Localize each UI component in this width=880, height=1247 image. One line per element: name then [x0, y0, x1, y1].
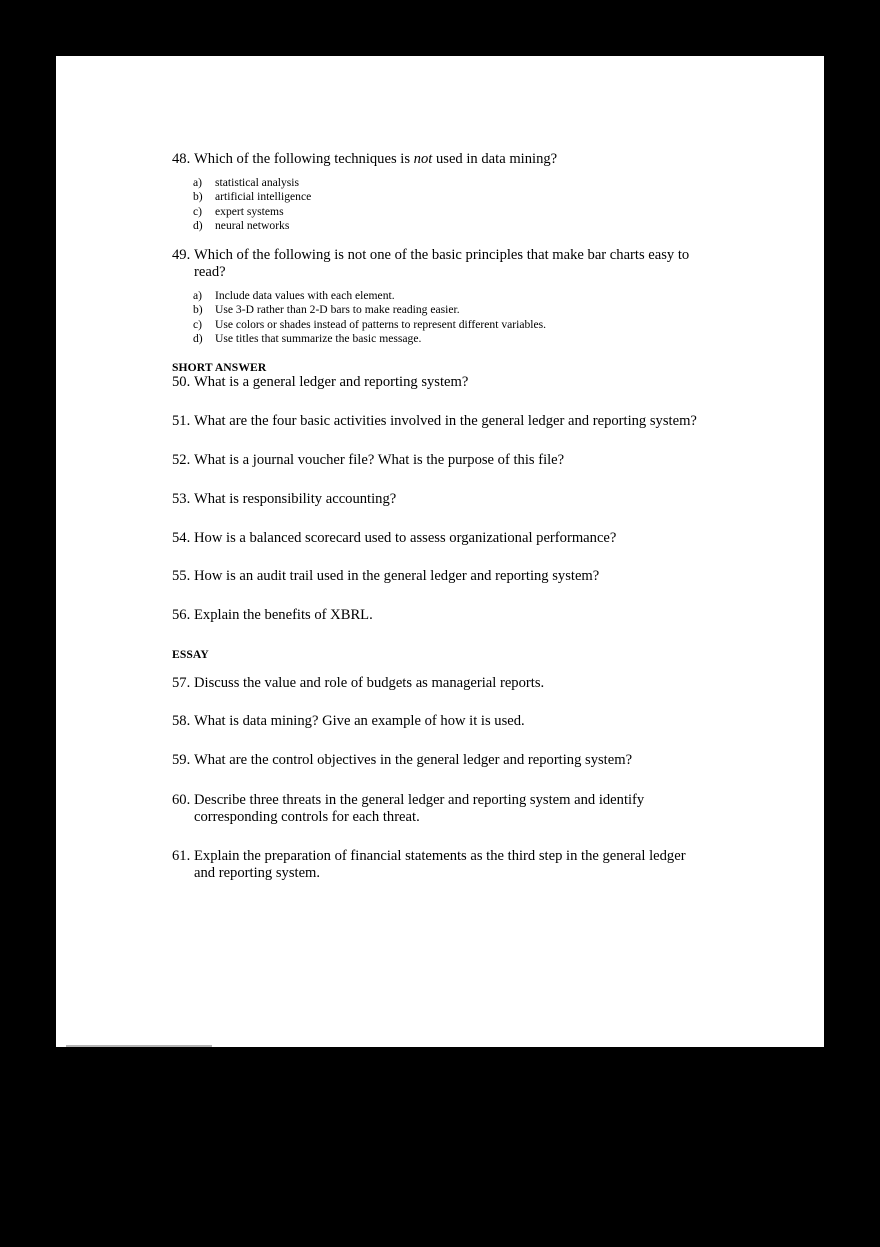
- section-heading-essay: ESSAY: [172, 648, 209, 661]
- question-emphasis: not: [413, 151, 433, 167]
- document-page: [56, 56, 824, 1047]
- option-48c: c) expert systems: [193, 205, 284, 218]
- question-49: [172, 247, 689, 281]
- option-48b: b) artificial intelligence: [193, 190, 312, 203]
- question-59: 59. What are the control objectives in the general ledger and reporting system?: [172, 752, 633, 768]
- question-text-continued: read?: [194, 264, 226, 280]
- question-text: Which of the following is not one of the basic principles that make bar charts easy to: [194, 247, 690, 263]
- question-54: 54. How is a balanced scorecard used to assess organizational performance?: [172, 530, 617, 546]
- question-57: 57. Discuss the value and role of budgets as managerial reports.: [172, 675, 545, 691]
- question-50: 50. What is a general ledger and reporting system?: [172, 374, 469, 390]
- question-53: 53. What is responsibility accounting?: [172, 491, 397, 507]
- footnote-divider: [66, 1045, 212, 1047]
- question-48: [172, 151, 557, 168]
- question-58: 58. What is data mining? Give an example of how it is used.: [172, 713, 525, 729]
- question-text-part: used in data mining?: [432, 151, 558, 167]
- question-text-part: Which of the following techniques is: [194, 151, 414, 167]
- question-60: 60. Describe three threats in the general ledger and reporting system and identify corresponding controls for each threat.: [172, 792, 645, 825]
- question-56: 56. Explain the benefits of XBRL.: [172, 607, 373, 623]
- question-number: 48.: [172, 151, 191, 167]
- question-number: 49.: [172, 247, 191, 263]
- option-49d: d) Use titles that summarize the basic message.: [193, 332, 422, 345]
- question-52: 52. What is a journal voucher file? What is the purpose of this file?: [172, 452, 565, 468]
- question-55: 55. How is an audit trail used in the general ledger and reporting system?: [172, 568, 600, 584]
- question-61: 61. Explain the preparation of financial statements as the third step in the general ledger and reporting system.: [172, 848, 686, 881]
- option-49b: b) Use 3-D rather than 2-D bars to make reading easier.: [193, 303, 460, 316]
- option-49c: c) Use colors or shades instead of patterns to represent different variables.: [193, 318, 547, 331]
- option-49a: a) Include data values with each element.: [193, 289, 395, 302]
- question-51: 51. What are the four basic activities involved in the general ledger and reporting system?: [172, 413, 697, 429]
- section-heading-short-answer: SHORT ANSWER: [172, 361, 267, 374]
- option-48d: d) neural networks: [193, 219, 290, 232]
- option-48a: a) statistical analysis: [193, 176, 300, 189]
